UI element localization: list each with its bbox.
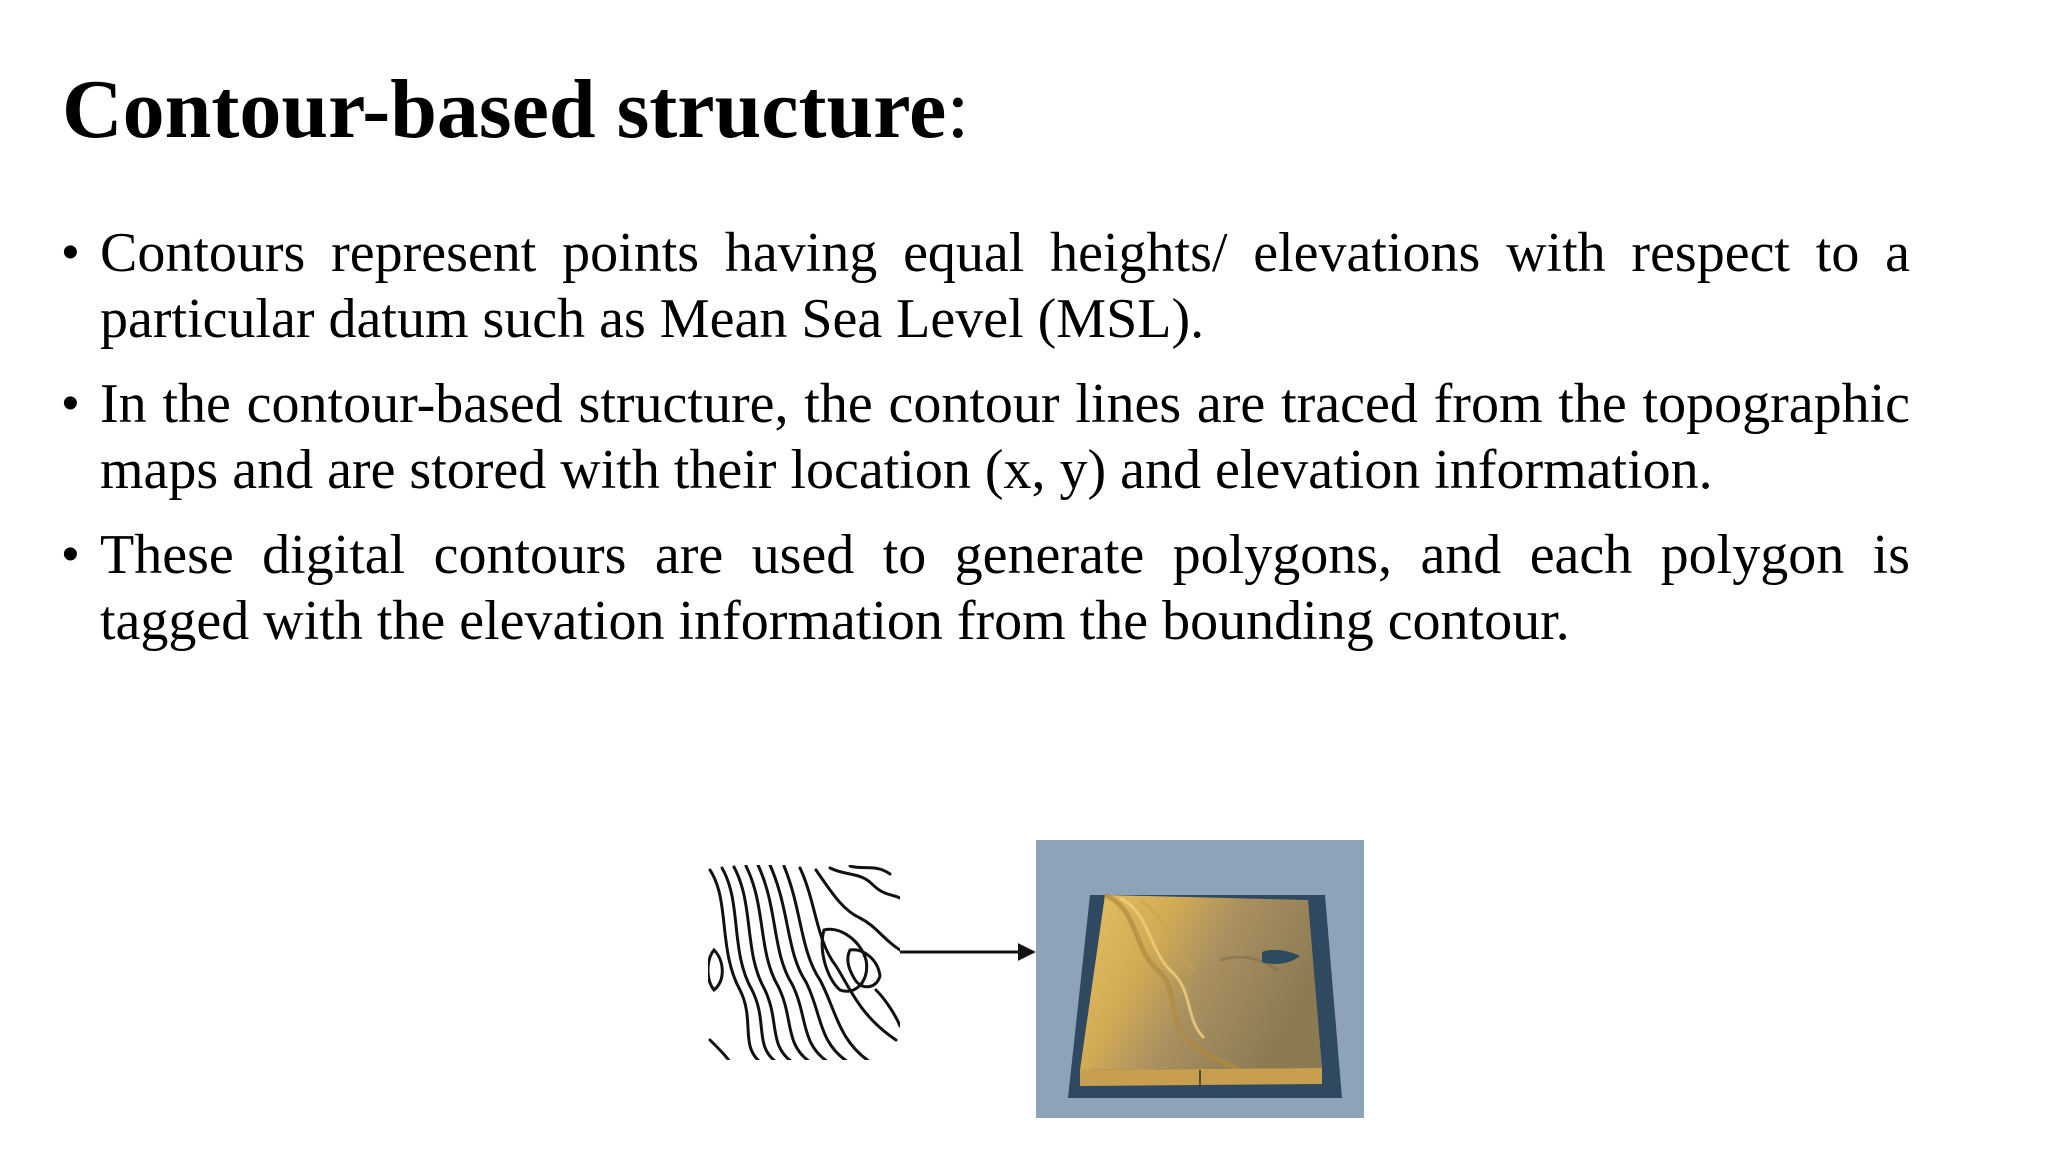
bullet-text-1: Contours represent points having equal heights/ elevations with respect to a particular datum such as Mean Sea Level (MSL). <box>100 222 1910 350</box>
slide-title-colon: : <box>946 63 970 156</box>
bullet-list <box>62 220 1910 673</box>
slide-title <box>62 60 970 160</box>
3d-terrain-model-illustration <box>1036 840 1364 1118</box>
bullet-dot-icon: • <box>62 226 79 279</box>
bullet-text-2: In the contour-based structure, the contour lines are traced from the topographic maps and are stored with their location (x, y) and elevation information. <box>100 373 1910 501</box>
bullet-dot-icon: • <box>62 528 79 581</box>
bullet-item-1 <box>62 220 1910 352</box>
contour-map-illustration <box>708 865 900 1062</box>
figure-svg <box>700 840 1370 1120</box>
contour-to-terrain-figure <box>700 840 1370 1120</box>
slide-title-text: Contour-based structure <box>62 63 947 156</box>
bullet-item-2 <box>62 371 1910 503</box>
bullet-text-3: These digital contours are used to generate polygons, and each polygon is tagged with the elevation information from the bounding contour. <box>100 524 1910 652</box>
bullet-dot-icon: • <box>62 377 79 430</box>
bullet-item-3 <box>62 522 1910 654</box>
